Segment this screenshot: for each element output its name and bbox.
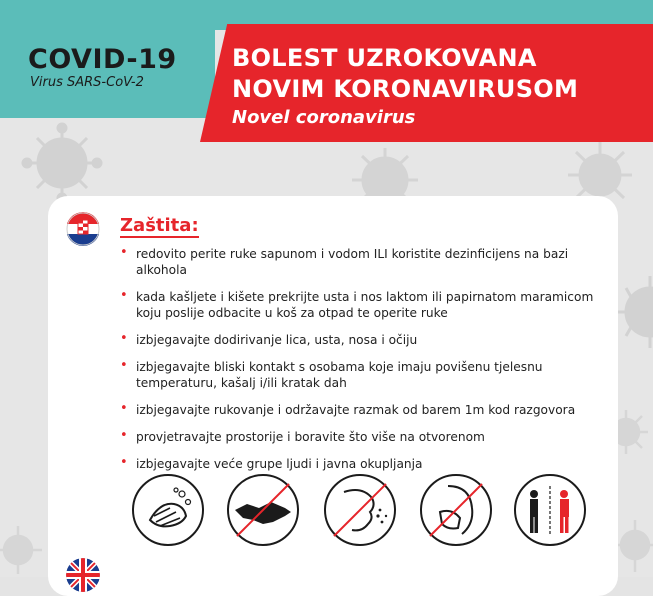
title-subtitle: Novel coronavirus: [232, 107, 416, 128]
title-line-1: BOLEST UZROKOVANA: [232, 44, 537, 72]
pictogram-row: [130, 472, 570, 558]
bullet-icon: •: [120, 401, 128, 416]
virus-decoration-icon: [2, 118, 122, 208]
list-item: • provjetravajte prostorije i boravite što više na otvorenom: [120, 428, 485, 444]
list-item: • izbjegavajte dodirivanje lica, usta, nosa i očiju: [120, 331, 418, 347]
virus-decoration-icon: [612, 262, 653, 362]
no-handshake-icon: [225, 472, 301, 548]
list-item: • redovito perite ruke sapunom i vodom ILI koristite dezinficijens na bazi alkohola: [120, 245, 569, 277]
bullet-icon: •: [120, 245, 128, 260]
no-cough-icon: [322, 472, 398, 548]
bullet-icon: •: [120, 358, 128, 373]
distance-icon: [512, 472, 588, 548]
title-line-2: NOVIM KORONAVIRUSOM: [232, 75, 579, 103]
uk-flag-icon: [66, 558, 100, 592]
no-face-touch-icon: [418, 472, 494, 548]
handwash-icon: [130, 472, 206, 548]
section-title: Zaštita:: [120, 215, 199, 236]
list-item: • kada kašljete i kišete prekrijte usta i nos laktom ili papirnatom maramicom koju poslije odbacite u koš za otpad te operite ruke: [120, 288, 594, 320]
croatian-flag-icon: [66, 212, 100, 246]
list-item: • izbjegavajte veće grupe ljudi i javna okupljanja: [120, 455, 423, 471]
list-item: • izbjegavajte rukovanje i održavajte razmak od barem 1m kod razgovora: [120, 401, 576, 417]
bullet-icon: •: [120, 455, 128, 470]
list-item: • izbjegavajte bliski kontakt s osobama koje imaju povišenu tjelesnu temperaturu, kašalj i/ili kratak dah: [120, 358, 543, 390]
bullet-icon: •: [120, 331, 128, 346]
covid-title: COVID-19: [28, 44, 177, 75]
covid-subtitle: Virus SARS-CoV-2: [30, 75, 144, 90]
protection-list: [120, 246, 600, 483]
virus-decoration-icon: [330, 140, 440, 200]
bullet-icon: •: [120, 288, 128, 303]
bullet-icon: •: [120, 428, 128, 443]
